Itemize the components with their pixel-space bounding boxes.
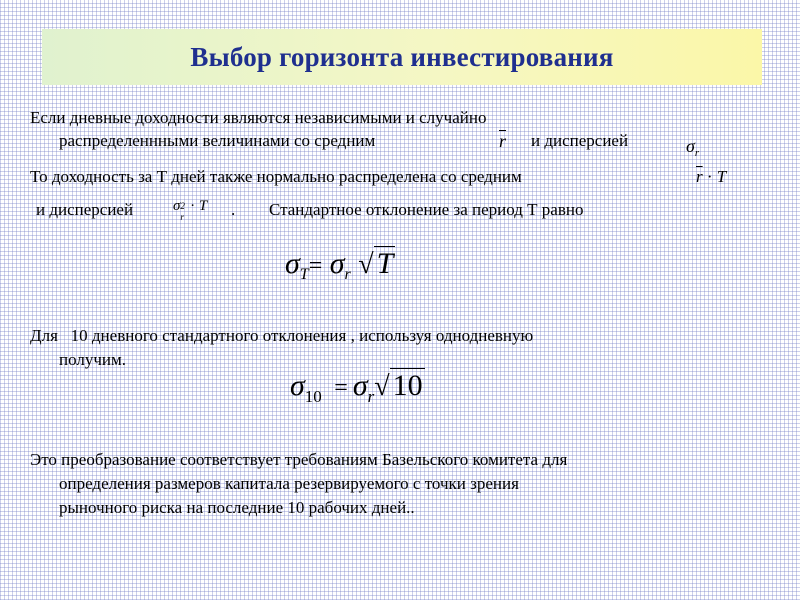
- para4-line3: рыночного риска на последние 10 рабочих дней..: [59, 498, 415, 517]
- f1-sub-T: T: [299, 266, 309, 283]
- mean-r: $\overline{r}$: [696, 167, 703, 186]
- f2-sub-r: r: [367, 387, 375, 406]
- var-sigma: σ: [173, 198, 181, 214]
- T-symbol: T: [716, 167, 727, 186]
- sigma-sub-r: r: [694, 146, 700, 159]
- formula-sigma-T: [285, 246, 395, 284]
- para1-dispersion-label: и дисперсией: [531, 131, 629, 150]
- slide-title: Выбор горизонта инвестирования: [190, 41, 614, 72]
- f2-eq: =: [334, 375, 348, 401]
- para2-period: .: [231, 200, 236, 219]
- para2-line1: То доходность за Т дней также нормально распределена со средним: [30, 167, 522, 186]
- var-sup: 2: [180, 201, 185, 211]
- para1-line2-text: распределеннными величинами со средним: [59, 131, 376, 150]
- title-banner: [42, 29, 762, 85]
- mean-times-T: [696, 167, 726, 187]
- f1-sqrt: √ T: [358, 247, 394, 280]
- mean-return-symbol: $\overline{r}$: [499, 131, 507, 151]
- sigma-glyph: σ: [686, 136, 695, 156]
- para3-line1: Для 10 дневного стандартного отклонения , используя однодневную: [30, 326, 534, 345]
- f2-sigma: σ: [290, 369, 305, 402]
- f1-sigma2: σ: [329, 247, 345, 280]
- para4-line2: определения размеров капитала резервируемого с точки зрения: [59, 474, 519, 493]
- dot-operator: ·: [706, 167, 713, 186]
- para1-line2: [30, 130, 375, 152]
- var-sub: r: [180, 212, 184, 222]
- f2-sigma2: σ: [352, 369, 368, 402]
- f2-sub-10: 10: [304, 387, 322, 406]
- f1-eq: =: [308, 253, 323, 279]
- variance-times-T: [173, 198, 208, 222]
- para3-line2: получим.: [59, 350, 127, 369]
- f1-radicand: T: [374, 246, 396, 281]
- var-T: T: [198, 198, 208, 214]
- f1-sub-r: r: [344, 266, 351, 283]
- f2-sqrt: √ 10: [374, 369, 423, 402]
- f1-sigma: σ: [285, 247, 300, 280]
- formula-sigma-10: [290, 368, 425, 407]
- para4-line1: Это преобразование соответствует требованиям Базельского комитета для: [30, 450, 568, 469]
- para2-line2-end: Стандартное отклонение за период Т равно: [269, 200, 584, 219]
- para2-line2-start: и дисперсией: [36, 200, 134, 219]
- sigma-r-symbol: [686, 136, 699, 159]
- para1-line1: Если дневные доходности являются независимыми и случайно: [30, 108, 487, 127]
- f2-radicand: 10: [390, 368, 425, 403]
- var-dot: ·: [190, 198, 196, 214]
